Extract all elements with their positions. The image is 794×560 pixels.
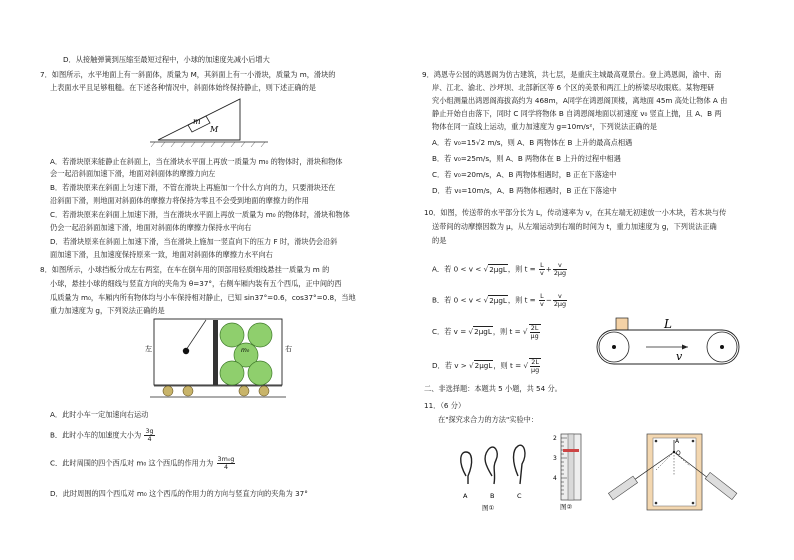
q10-option-a: A．若 0 < v < √2μgL，则 t = $\frac{L}{v}$ + $\frac{v}{2\mu g}$ (432, 261, 567, 277)
q8-ball (183, 348, 189, 354)
q8-stem-line4: 重力加速度为 g，下列说法正确的是 (50, 306, 165, 315)
fig1-label-c: C (517, 492, 522, 500)
q9-option-b: B．若 v₀=25m/s，则 A、B 两物体在 B 上升的过程中相遇 (432, 154, 621, 163)
wheel (183, 386, 193, 396)
q9-option-a: A．若 v₀=15√2 m/s，则 A、B 两物体在 B 上升的最高点相遇 (432, 138, 633, 147)
fig2-tick-3: 3 (553, 455, 557, 462)
q9-option-d: D．若 v₀=10m/s，A、B 两物体相遇时，B 正在下落途中 (432, 186, 617, 195)
q8-option-b (50, 428, 156, 443)
q8-label-left: 左 (145, 345, 152, 353)
q7-label-m: m (193, 117, 201, 126)
fig2-tick-2: 2 (553, 435, 557, 442)
fig1-label-b: B (490, 492, 495, 500)
q10-option-d: D．若 v > √2μgL，则 t = √ $\frac{2L}{\mu g}$ (432, 358, 540, 374)
q7-option-d-line2: 面加速下滑，且加速度保持原来一致，地面对斜面体的摩擦力水平向右 (50, 250, 273, 259)
q8-label-m0: m₀ (241, 347, 250, 354)
q8-partition (213, 320, 218, 385)
q7-option-a-line2: 会一起沿斜面加速下滑，地面对斜面体的摩擦力向左 (50, 169, 216, 178)
q10-option-c: C．若 v = √2μgL，则 t = √ $\frac{2L}{\mu g}$ (432, 324, 539, 340)
section-2-heading: 二、非选择题：本题共 5 小题，共 54 分。 (424, 384, 562, 393)
q11-fig2-scale (548, 432, 598, 512)
q9-stem-line5: 物体在同一直线上运动，重力加速度为 g=10m/s²，下列说法正确的是 (432, 122, 657, 131)
q8-stem-line3: 瓜质量为 m₀，车厢内所有物体均与小车保持相对静止，已知 sin37°=0.6，cos37°=0.8，当地 (50, 293, 356, 302)
q7-option-b-line1: B．若滑块原来在斜面上匀速下滑，不管在滑块上再施加一个什么方向的力，只要滑块还在 (50, 183, 336, 192)
q8-option-c-text: C．此时周围的四个西瓜对 m₀ 这个西瓜的作用力为 (50, 458, 214, 468)
q11-stem: 在"探究求合力的方法"实验中： (438, 415, 539, 424)
wood-block (616, 318, 628, 330)
watermelon (220, 361, 244, 385)
q7-label-M: M (210, 125, 219, 134)
q7-option-c-line1: C．若滑块原来在斜面上加速下滑，当在滑块水平面上再放一质量为 m₀ 的物体时，滑块和物体 (50, 210, 350, 219)
q10-stem-line3: 的是 (432, 236, 447, 245)
q10-stem-line2: 送带间的动摩擦因数为 μ，从左端运动到右端的时间为 t，重力加速度为 g，下列说法正确 (432, 222, 717, 231)
wheel (239, 386, 249, 396)
fig2-caption: 图② (560, 503, 573, 511)
q7-option-b-line2: 沿斜面下滑，则地面对斜面体的摩擦力将保持为零且不会受到地面的摩擦力的作用 (50, 196, 309, 205)
q9-option-c: C．若 v₀=20m/s，A、B 两物体相遇时，B 正在下落途中 (432, 170, 617, 179)
q10-option-b: B．若 0 < v < √2μgL，则 t = $\frac{L}{v}$ − $\frac{v}{2\mu g}$ (432, 292, 567, 308)
fig2-tick-4: 4 (553, 475, 557, 482)
q9-stem-line2: 岸、江北、渝北、沙坪坝、北部新区等 6 个区的美景和两江上的桥梁尽收眼底。某物理研 (432, 83, 715, 92)
q8-option-b-fraction: $\frac{3g}{4}$ (145, 427, 154, 443)
q6-option-d: D．从接触弹簧到压缩至最短过程中，小球的加速度先减小后增大 (63, 55, 270, 64)
q9-stem-line3: 究小组测量出鸿恩阁海拔高约为 468m，A同学在鸿恩阁顶楼，离地面 45m 高处让物体 A 由 (432, 96, 728, 105)
q9-stem-line1: 9．鸿恩寺公园的鸿恩阁为仿古建筑，共七层，是重庆主城最高观景台。登上鸿恩阁，渝中、南 (422, 70, 722, 79)
q7-option-c-line2: 仍会一起沿斜面加速下滑，地面对斜面体的摩擦力保持水平向右 (50, 223, 252, 232)
watermelon (248, 361, 272, 385)
fig3-label-o: O (676, 450, 681, 457)
q11-fig1-knots (452, 432, 532, 512)
right-spring-scale (705, 472, 737, 499)
q10-label-L: L (664, 317, 672, 331)
q7-incline-figure (150, 95, 270, 155)
q8-option-a: A．此时小车一定加速向右运动 (50, 410, 149, 419)
q8-option-d: D．此时周围的四个西瓜对 m₀ 这个西瓜的作用力的方向与竖直方向的夹角为 37° (50, 489, 308, 498)
q7-option-a-line1: A．若滑块原来能静止在斜面上，当在滑块水平面上再放一质量为 m₀ 的物体时，滑块和物体 (50, 157, 343, 166)
q8-stem-line1: 8．如图所示，小球挡板分成左右两室，在车在倒车用的顶部用轻质细线悬挂一质量为 m 的 (40, 265, 330, 274)
q8-option-c-fraction: $\frac{\text{3m₀g}}{4}$ (217, 455, 235, 471)
q10-label-v: v (676, 350, 683, 363)
q9-stem-line4: 静止开始自由落下，同时 C 同学将物体 B 自鸿恩阁地面以初速度 v₀ 竖直上抛，且 A、B 两 (432, 109, 722, 118)
left-spring-scale (608, 476, 637, 500)
watermelon (220, 323, 244, 347)
q10-stem-line1: 10．如图，传送带的水平部分长为 L，传动速率为 v，在其左端无初速放一小木块，若木块与传 (424, 208, 727, 217)
scale-pointer (563, 449, 579, 452)
wheel (259, 386, 269, 396)
q7-option-d-line1: D．若滑块原来在斜面上加速下滑，当在滑块上施加一竖直向下的压力 F 时，滑块仍会沿斜 (50, 237, 338, 246)
q8-option-c (50, 456, 236, 471)
q8-label-right: 右 (285, 345, 292, 353)
q11-fig3-board (612, 432, 742, 512)
q8-option-b-text: B．此时小车的加速度大小为 (50, 430, 142, 440)
fig1-label-a: A (463, 492, 468, 500)
fig1-caption: 图① (482, 504, 495, 512)
q7-stem-line1: 7．如图所示，水平地面上有一斜面体，质量为 M，其斜面上有一小滑块，质量为 m，滑块的 (40, 70, 336, 79)
q7-stem-line2: 上表面水平且足够粗糙。在下述各种情况中，斜面体始终保持静止，则下述正确的是 (50, 83, 316, 92)
watermelon (248, 323, 272, 347)
q10-conveyor-figure (598, 308, 748, 368)
q8-cart-figure (146, 318, 296, 398)
wheel (163, 386, 173, 396)
q8-stem-line2: 小球，悬挂小球的细线与竖直方向的夹角为 θ=37°，右侧车厢内装有五个西瓜，正中间的西 (50, 279, 342, 288)
q11-heading: 11．（6 分） (424, 401, 466, 410)
fig3-label-a: A (675, 438, 680, 445)
